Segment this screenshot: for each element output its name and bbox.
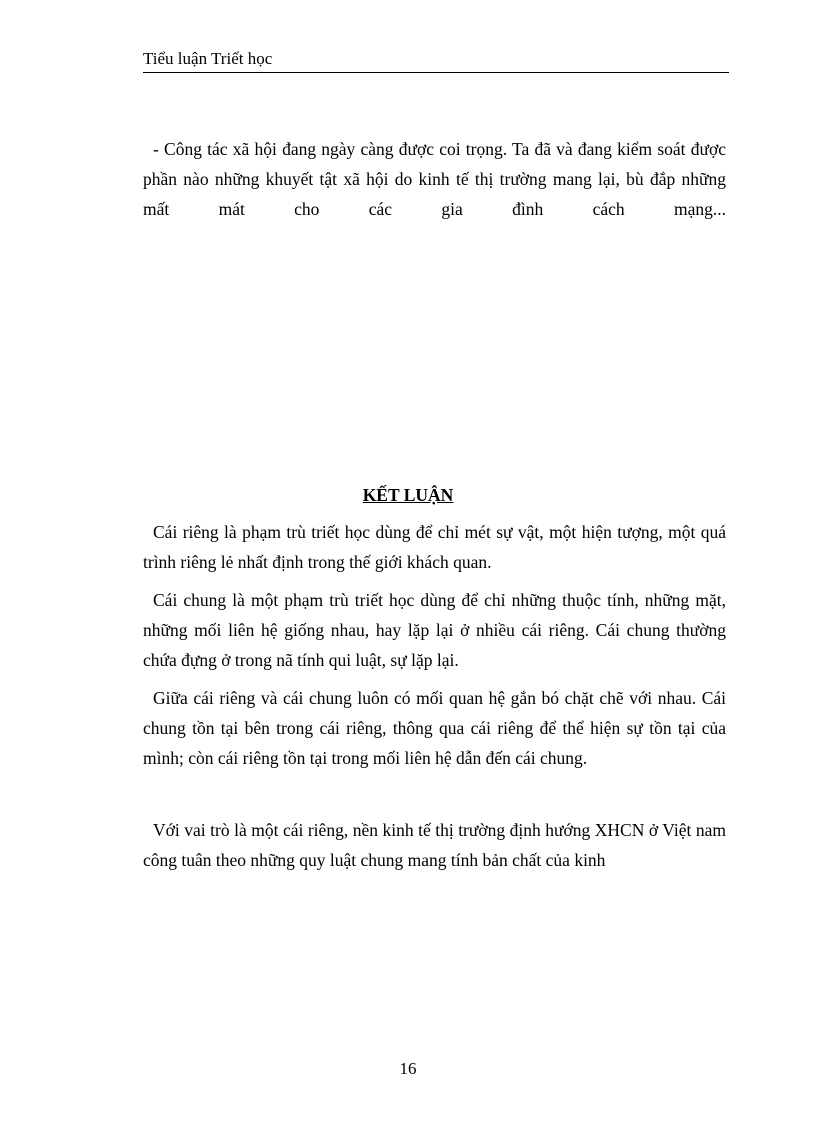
conclusion-paragraph-4: Với vai trò là một cái riêng, nền kinh tế thị trường định hướng XHCN ở Việt nam công tuân theo những quy luật chung mang tính bản chất của kinh [143,820,726,870]
section-title: KẾT LUẬN [362,485,454,505]
conclusion-paragraph-2: Cái chung là một phạm trù triết học dùng để chỉ những thuộc tính, những mặt, những mối liên hệ giống nhau, hay lặp lại ở nhiều cái riêng. Cái chung thường chứa đựng ở trong nã tính qui luật, sự lặp lại. [143,590,726,670]
page-header [143,48,729,73]
header-title: Tiểu luận Triết học [143,49,273,68]
conclusion-paragraph-1: Cái riêng là phạm trù triết học dùng để chỉ mét sự vật, một hiện tượng, một quá trình riêng lẻ nhất định trong thế giới khách quan. [143,522,726,572]
conclusion-paragraph-3: Giữa cái riêng và cái chung luôn có mối quan hệ gắn bó chặt chẽ với nhau. Cái chung tồn tại bên trong cái riêng, thông qua cái riêng để thể hiện sự tồn tại của mình; còn cái riêng tồn tại trong mối liên hệ dẫn đến cái chung. [143,688,726,768]
page-number: 16 [399,1059,417,1078]
intro-paragraph: - Công tác xã hội đang ngày càng được coi trọng. Ta đã và đang kiểm soát được phần nào những khuyết tật xã hội do kinh tế thị trường mang lại, bù đắp những mất mát cho các gia đình cách mạng... [143,139,726,219]
